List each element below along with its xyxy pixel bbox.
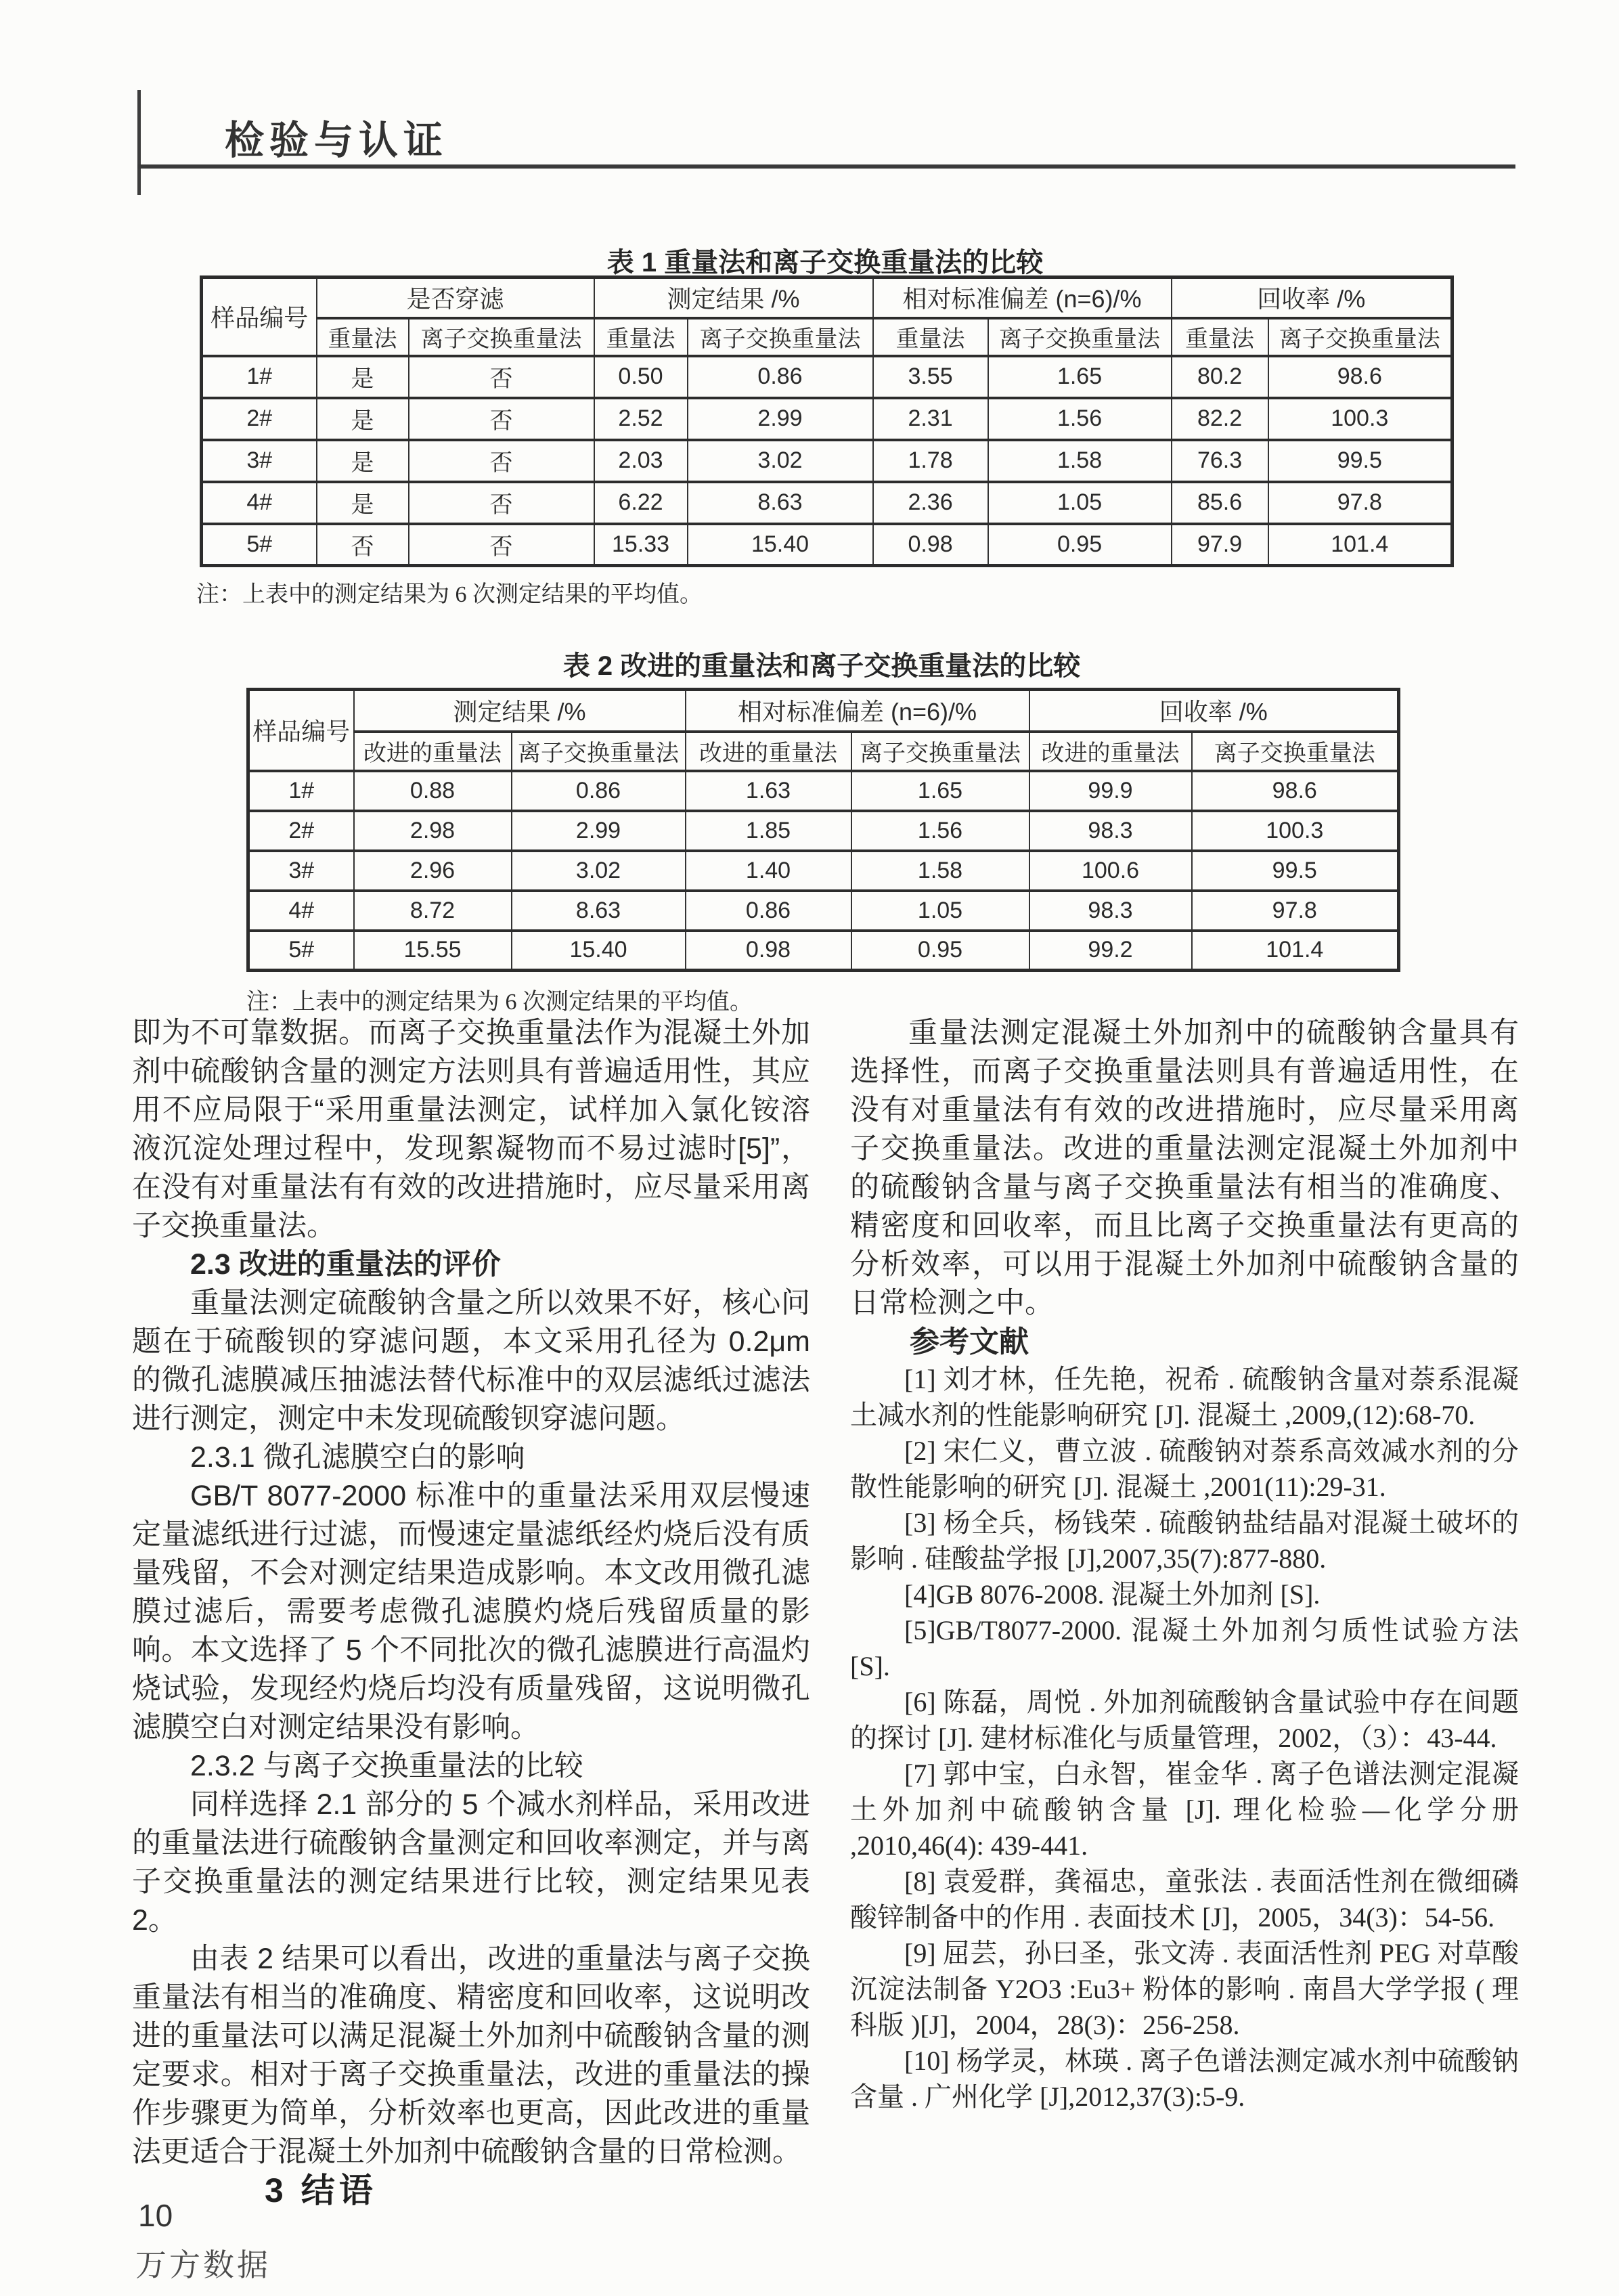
table1-title: 表 1 重量法和离子交换重量法的比较 xyxy=(606,248,1044,278)
right-column xyxy=(850,1014,1519,2115)
references-list xyxy=(850,1361,1519,2115)
reference-item: [2] 宋仁义，曹立波 . 硫酸钠对萘系高效减水剂的分散性能影响的研究 [J]. 混凝土 ,2001(11):29-31. xyxy=(850,1436,1519,1502)
table-cell: 1.65 xyxy=(988,356,1172,398)
table-cell: 2.98 xyxy=(354,811,512,851)
table-cell: 是 xyxy=(317,440,409,482)
table-cell: 1.63 xyxy=(686,771,851,811)
table-cell: 0.86 xyxy=(686,891,851,931)
table-cell: 98.3 xyxy=(1029,811,1192,851)
table-cell: 15.40 xyxy=(688,524,873,566)
table-cell: 76.3 xyxy=(1172,440,1268,482)
table-cell: 是 xyxy=(317,398,409,440)
section-heading-3: 3 结语 xyxy=(265,2171,377,2209)
reference-item: [5]GB/T8077-2000. 混凝土外加剂匀质性试验方法 [S]. xyxy=(850,1615,1519,1681)
table-cell: 否 xyxy=(409,356,594,398)
table-cell: 否 xyxy=(409,524,594,566)
table-cell: 2.96 xyxy=(354,851,512,891)
table-cell: 101.4 xyxy=(1268,524,1452,566)
table-cell: 5# xyxy=(248,931,354,971)
table-cell: 1.40 xyxy=(686,851,851,891)
table-cell: 8.63 xyxy=(688,482,873,524)
table-cell: 4# xyxy=(202,482,317,524)
table-cell: 1.56 xyxy=(851,811,1029,851)
table1-corner-header: 样品编号 xyxy=(202,278,317,356)
body-paragraph: 同样选择 2.1 部分的 5 个减水剂样品，采用改进的重量法进行硫酸钠含量测定和回收率测定，并与离子交换重量法的测定结果进行比较，测定结果见表 2。 xyxy=(132,1788,810,1937)
table2-group-header: 回收率 /% xyxy=(1029,690,1399,732)
table-cell: 8.72 xyxy=(354,891,512,931)
table-row xyxy=(248,811,1399,851)
table2-sub-header: 改进的重量法 xyxy=(686,732,851,771)
body-paragraph: 重量法测定硫酸钠含量之所以效果不好，核心问题在于硫酸钡的穿滤问题，本文采用孔径为 0.2μm 的微孔滤膜减压抽滤法替代标准中的双层滤纸过滤法进行测定，测定中未发现硫酸钡穿滤问题。 xyxy=(132,1287,810,1435)
section-title: 检验与认证 xyxy=(225,118,449,162)
table1-sub-header: 离子交换重量法 xyxy=(409,318,594,356)
table-cell: 2.52 xyxy=(594,398,688,440)
table-cell: 2.99 xyxy=(688,398,873,440)
table-cell: 1.58 xyxy=(851,851,1029,891)
table1-sub-header: 离子交换重量法 xyxy=(688,318,873,356)
body-paragraph: 由表 2 结果可以看出，改进的重量法与离子交换重量法有相当的准确度、精密度和回收率，这说明改进的重量法可以满足混凝土外加剂中硫酸钠含量的测定要求。相对于离子交换重量法，改进的重量法的操作步骤更为简单，分析效率也更高，因此改进的重量法更适合于混凝土外加剂中硫酸钠含量的日常检测。 xyxy=(132,1943,810,2168)
table-cell: 100.6 xyxy=(1029,851,1192,891)
table-cell: 否 xyxy=(409,482,594,524)
table1-sub-header: 重量法 xyxy=(1172,318,1268,356)
table-cell: 2.99 xyxy=(512,811,686,851)
table-cell: 15.33 xyxy=(594,524,688,566)
table-row xyxy=(202,482,1452,524)
reference-item: [1] 刘才林，任先艳，祝希 . 硫酸钠含量对萘系混凝土减水剂的性能影响研究 [J]. 混凝土 ,2009,(12):68-70. xyxy=(850,1364,1519,1430)
table-cell: 8.63 xyxy=(512,891,686,931)
table-cell: 97.9 xyxy=(1172,524,1268,566)
table2-group-header: 测定结果 /% xyxy=(354,690,686,732)
table1-note: 注：上表中的测定结果为 6 次测定结果的平均值。 xyxy=(196,582,703,607)
table1-group-header: 测定结果 /% xyxy=(594,278,873,318)
table2-sub-header: 离子交换重量法 xyxy=(851,732,1029,771)
table-cell: 0.88 xyxy=(354,771,512,811)
table-cell: 否 xyxy=(409,440,594,482)
table-cell: 100.3 xyxy=(1192,811,1399,851)
table-row xyxy=(248,931,1399,971)
body-paragraph: 重量法测定混凝土外加剂中的硫酸钠含量具有选择性，而离子交换重量法则具有普遍适用性，在没有对重量法有有效的改进措施时，应尽量采用离子交换重量法。改进的重量法测定混凝土外加剂中的硫酸钠含量与离子交换重量法有相当的准确度、精密度和回收率，而且比离子交换重量法有更高的分析效率，可以用于混凝土外加剂中硫酸钠含量的日常检测之中。 xyxy=(850,1017,1519,1319)
table-cell: 1.78 xyxy=(873,440,988,482)
table-cell: 0.50 xyxy=(594,356,688,398)
table-cell: 否 xyxy=(409,398,594,440)
table-cell: 1.05 xyxy=(851,891,1029,931)
table-cell: 97.8 xyxy=(1192,891,1399,931)
table-cell: 6.22 xyxy=(594,482,688,524)
table-cell: 2# xyxy=(202,398,317,440)
table-row xyxy=(202,524,1452,566)
table-cell: 82.2 xyxy=(1172,398,1268,440)
table-cell: 1# xyxy=(202,356,317,398)
table-cell: 1.05 xyxy=(988,482,1172,524)
table1-group-header: 回收率 /% xyxy=(1172,278,1452,318)
table2-sub-header: 改进的重量法 xyxy=(1029,732,1192,771)
table-cell: 99.9 xyxy=(1029,771,1192,811)
table2-sub-header: 离子交换重量法 xyxy=(1192,732,1399,771)
reference-item: [10] 杨学灵，林瑛 . 离子色谱法测定减水剂中硫酸钠含量 . 广州化学 [J],2012,37(3):5-9. xyxy=(850,2046,1519,2112)
table2-group-header: 相对标准偏差 (n=6)/% xyxy=(686,690,1029,732)
table-cell: 2.31 xyxy=(873,398,988,440)
table-cell: 1.58 xyxy=(988,440,1172,482)
table-cell: 85.6 xyxy=(1172,482,1268,524)
table-cell: 0.95 xyxy=(851,931,1029,971)
table-cell: 否 xyxy=(317,524,409,566)
table-cell: 2.36 xyxy=(873,482,988,524)
table-cell: 1# xyxy=(248,771,354,811)
table-cell: 0.98 xyxy=(686,931,851,971)
section-heading-2-3: 2.3 改进的重量法的评价 xyxy=(190,1248,501,1281)
reference-item: [7] 郭中宝，白永智，崔金华 . 离子色谱法测定混凝土外加剂中硫酸钠含量 [J]. 理化检验—化学分册 ,2010,46(4): 439-441. xyxy=(850,1759,1519,1861)
table-row xyxy=(202,356,1452,398)
table-cell: 100.3 xyxy=(1268,398,1452,440)
table2-sub-header: 离子交换重量法 xyxy=(512,732,686,771)
reference-item: [8] 袁爱群，龚福忠，童张法 . 表面活性剂在微细磷酸锌制备中的作用 . 表面技术 [J]，2005，34(3)：54-56. xyxy=(850,1866,1519,1933)
table-cell: 1.85 xyxy=(686,811,851,851)
table1-sub-header: 离子交换重量法 xyxy=(1268,318,1452,356)
table-cell: 5# xyxy=(202,524,317,566)
table2-corner-header: 样品编号 xyxy=(248,690,354,771)
table-cell: 3.02 xyxy=(688,440,873,482)
table-cell: 2.03 xyxy=(594,440,688,482)
table-cell: 98.3 xyxy=(1029,891,1192,931)
header-horizontal-rule xyxy=(137,164,1515,169)
table-row xyxy=(248,891,1399,931)
table-row xyxy=(248,771,1399,811)
table-cell: 2# xyxy=(248,811,354,851)
header-vertical-rule xyxy=(137,90,141,195)
table-cell: 98.6 xyxy=(1192,771,1399,811)
references-heading: 参考文献 xyxy=(910,1325,1029,1359)
table-cell: 3# xyxy=(248,851,354,891)
table-cell: 97.8 xyxy=(1268,482,1452,524)
table-cell: 3.02 xyxy=(512,851,686,891)
page-number: 10 xyxy=(138,2198,173,2233)
body-paragraph: 即为不可靠数据。而离子交换重量法作为混凝土外加剂中硫酸钠含量的测定方法则具有普遍适用性，其应用不应局限于“采用重量法测定，试样加入氯化铵溶液沉淀处理过程中，发现絮凝物而不易过滤时[5]”，在没有对重量法有有效的改进措施时，应尽量采用离子交换重量法。 xyxy=(132,1017,810,1242)
table-cell: 15.40 xyxy=(512,931,686,971)
table-cell: 3# xyxy=(202,440,317,482)
table-cell: 1.56 xyxy=(988,398,1172,440)
table1-group-header: 是否穿滤 xyxy=(317,278,594,318)
table2-sub-header: 改进的重量法 xyxy=(354,732,512,771)
table-cell: 0.86 xyxy=(688,356,873,398)
section-heading-2-3-1: 2.3.1 微孔滤膜空白的影响 xyxy=(190,1441,525,1474)
table2-note: 注：上表中的测定结果为 6 次测定结果的平均值。 xyxy=(246,990,753,1015)
table-cell: 99.5 xyxy=(1268,440,1452,482)
table-cell: 4# xyxy=(248,891,354,931)
table-cell: 3.55 xyxy=(873,356,988,398)
table1-sub-header: 离子交换重量法 xyxy=(988,318,1172,356)
table1-sub-header: 重量法 xyxy=(594,318,688,356)
table-cell: 0.98 xyxy=(873,524,988,566)
table-cell: 80.2 xyxy=(1172,356,1268,398)
table-cell: 0.95 xyxy=(988,524,1172,566)
table-row xyxy=(248,851,1399,891)
table2-title: 表 2 改进的重量法和离子交换重量法的比较 xyxy=(562,651,1081,681)
reference-item: [9] 屈芸，孙曰圣，张文涛 . 表面活性剂 PEG 对草酸沉淀法制备 Y2O3 :Eu3+ 粉体的影响 . 南昌大学学报 ( 理科版 )[J]，2004，28(3)：256-258. xyxy=(850,1938,1519,2040)
table-cell: 98.6 xyxy=(1268,356,1452,398)
table-cell: 1.65 xyxy=(851,771,1029,811)
table-row xyxy=(202,398,1452,440)
table-cell: 是 xyxy=(317,356,409,398)
table1-sub-header: 重量法 xyxy=(873,318,988,356)
table-row xyxy=(202,440,1452,482)
section-heading-2-3-2: 2.3.2 与离子交换重量法的比较 xyxy=(190,1750,583,1782)
table-cell: 101.4 xyxy=(1192,931,1399,971)
table1-sub-header: 重量法 xyxy=(317,318,409,356)
wanfang-watermark: 万方数据 xyxy=(135,2248,271,2282)
table-cell: 是 xyxy=(317,482,409,524)
table2 xyxy=(246,688,1400,972)
reference-item: [4]GB 8076-2008. 混凝土外加剂 [S]. xyxy=(904,1579,1321,1610)
table1-group-header: 相对标准偏差 (n=6)/% xyxy=(873,278,1172,318)
left-column xyxy=(132,1014,810,2210)
body-paragraph: GB/T 8077-2000 标准中的重量法采用双层慢速定量滤纸进行过滤，而慢速定量滤纸经灼烧后没有质量残留，不会对测定结果造成影响。本文改用微孔滤膜过滤后，需要考虑微孔滤膜灼烧后残留质量的影响。本文选择了 5 个不同批次的微孔滤膜进行高温灼烧试验，发现经灼烧后均没有质量残留，这说明微孔滤膜空白对测定结果没有影响。 xyxy=(132,1480,810,1744)
reference-item: [6] 陈磊，周悦 . 外加剂硫酸钠含量试验中存在间题的探讨 [J]. 建材标准化与质量管理，2002，（3）：43-44. xyxy=(850,1687,1519,1753)
table-cell: 99.2 xyxy=(1029,931,1192,971)
table1 xyxy=(200,275,1454,567)
table-cell: 99.5 xyxy=(1192,851,1399,891)
reference-item: [3] 杨全兵，杨钱荣 . 硫酸钠盐结晶对混凝土破坏的影响 . 硅酸盐学报 [J],2007,35(7):877-880. xyxy=(850,1507,1519,1574)
table-cell: 0.86 xyxy=(512,771,686,811)
table-cell: 15.55 xyxy=(354,931,512,971)
